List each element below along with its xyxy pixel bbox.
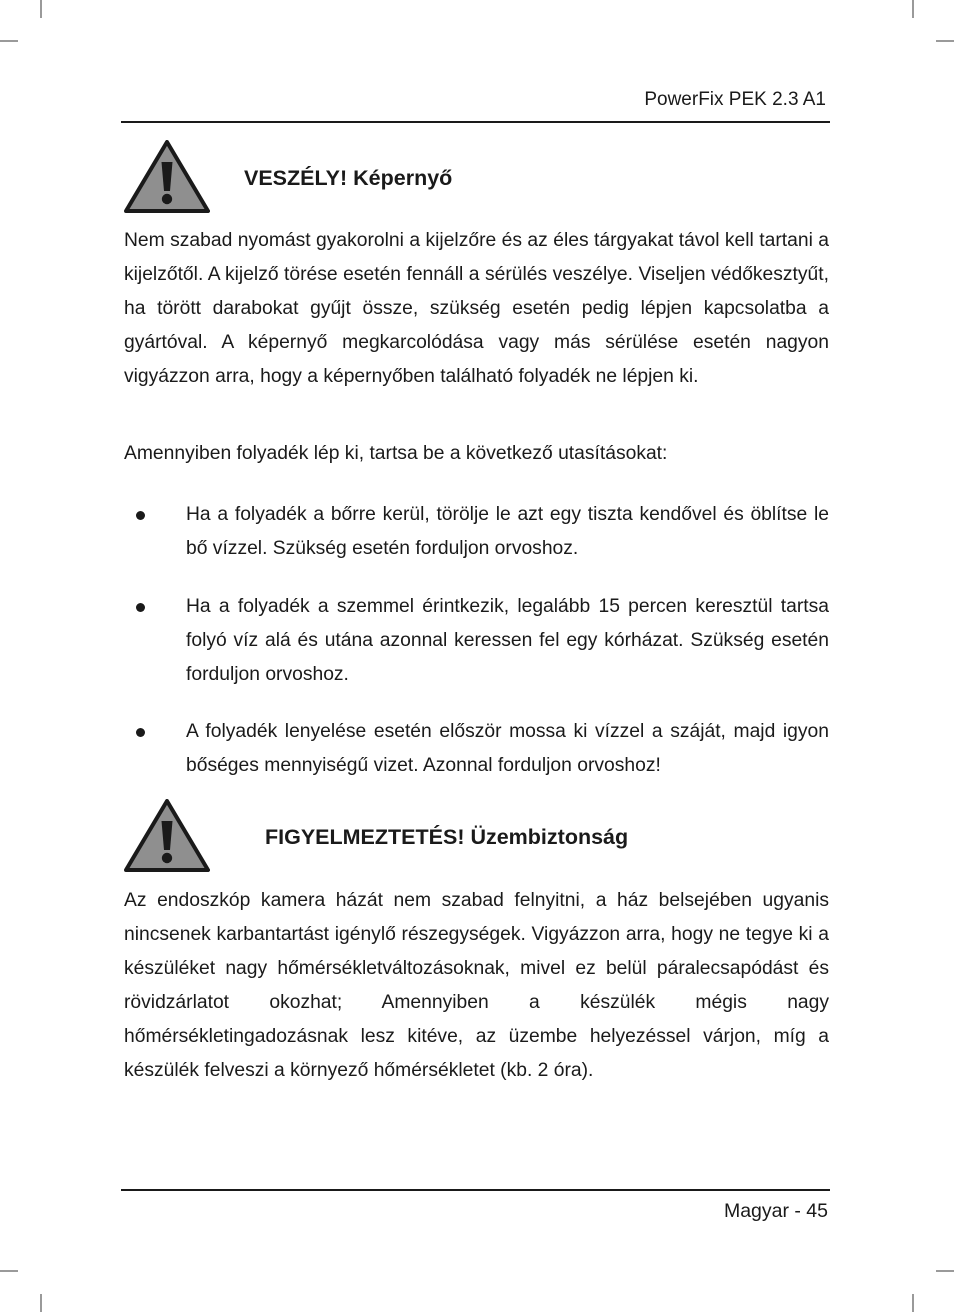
list-item-text: Ha a folyadék a szemmel érintkezik, legalább 15 percen keresztül tartsa folyó víz alá és utána azonnal keressen fel egy kórházat. Szükség esetén forduljon orvoshoz. <box>186 596 829 685</box>
list-item-text: A folyadék lenyelése esetén először mossa ki vízzel a száját, majd igyon bőséges mennyiségű vizet. Azonnal forduljon orvoshoz! <box>186 721 829 776</box>
crop-mark <box>0 1270 18 1272</box>
crop-mark <box>40 1294 42 1312</box>
running-header: PowerFix PEK 2.3 A1 <box>644 89 826 110</box>
header-rule <box>121 121 830 123</box>
crop-mark <box>912 0 914 18</box>
section-heading: VESZÉLY! Képernyő <box>244 166 453 190</box>
bullet-dot <box>136 728 145 737</box>
crop-mark <box>0 40 18 42</box>
section-heading: FIGYELMEZTETÉS! Üzembiztonság <box>265 825 629 849</box>
list-item <box>186 715 829 783</box>
crop-mark <box>936 40 954 42</box>
crop-mark <box>40 0 42 18</box>
crop-mark <box>936 1270 954 1272</box>
list-item-text: Ha a folyadék a bőrre kerül, törölje le azt egy tiszta kendővel és öblítse le bő vízzel. Szükség esetén forduljon orvoshoz. <box>186 504 829 559</box>
warning-triangle-icon <box>124 799 210 873</box>
footer-rule <box>121 1189 830 1191</box>
bullet-dot <box>136 603 145 612</box>
body-paragraph: Az endoszkóp kamera házát nem szabad felnyitni, a ház belsejében ugyanis nincsenek karbantartást igénylő részegységek. Vigyázzon arra, hogy ne tegye ki a készüléket nagy hőmérsékletváltozásoknak, mivel ez belül páralecsapódást és rövidzárlatot okozhat; Amennyiben a készülék mégis nagy hőmérsékletingadozásnak lesz kitéve, az üzembe helyezéssel várjon, míg a készülék felveszi a környező hőmérsékletet (kb. 2 óra). <box>124 890 829 1081</box>
body-paragraph: Amennyiben folyadék lép ki, tartsa be a következő utasításokat: <box>124 443 668 464</box>
page-number: Magyar - 45 <box>723 1200 828 1222</box>
crop-mark <box>912 1294 914 1312</box>
body-paragraph: Nem szabad nyomást gyakorolni a kijelzőre és az éles tárgyakat távol kell tartani a kijelzőtől. A kijelző törése esetén fennáll a sérülés veszélye. Viseljen védőkesztyűt, ha törött darabokat gyűjt össze, szükség esetén pedig lépjen kapcsolatba a gyártóval. A képernyő megkarcolódása vagy más sérülése esetén nagyon vigyázzon arra, hogy a képernyőben található folyadék ne lépjen ki. <box>124 230 829 387</box>
bullet-dot <box>136 511 145 520</box>
list-item <box>186 590 829 692</box>
warning-triangle-icon <box>124 140 210 214</box>
list-item <box>186 498 829 566</box>
